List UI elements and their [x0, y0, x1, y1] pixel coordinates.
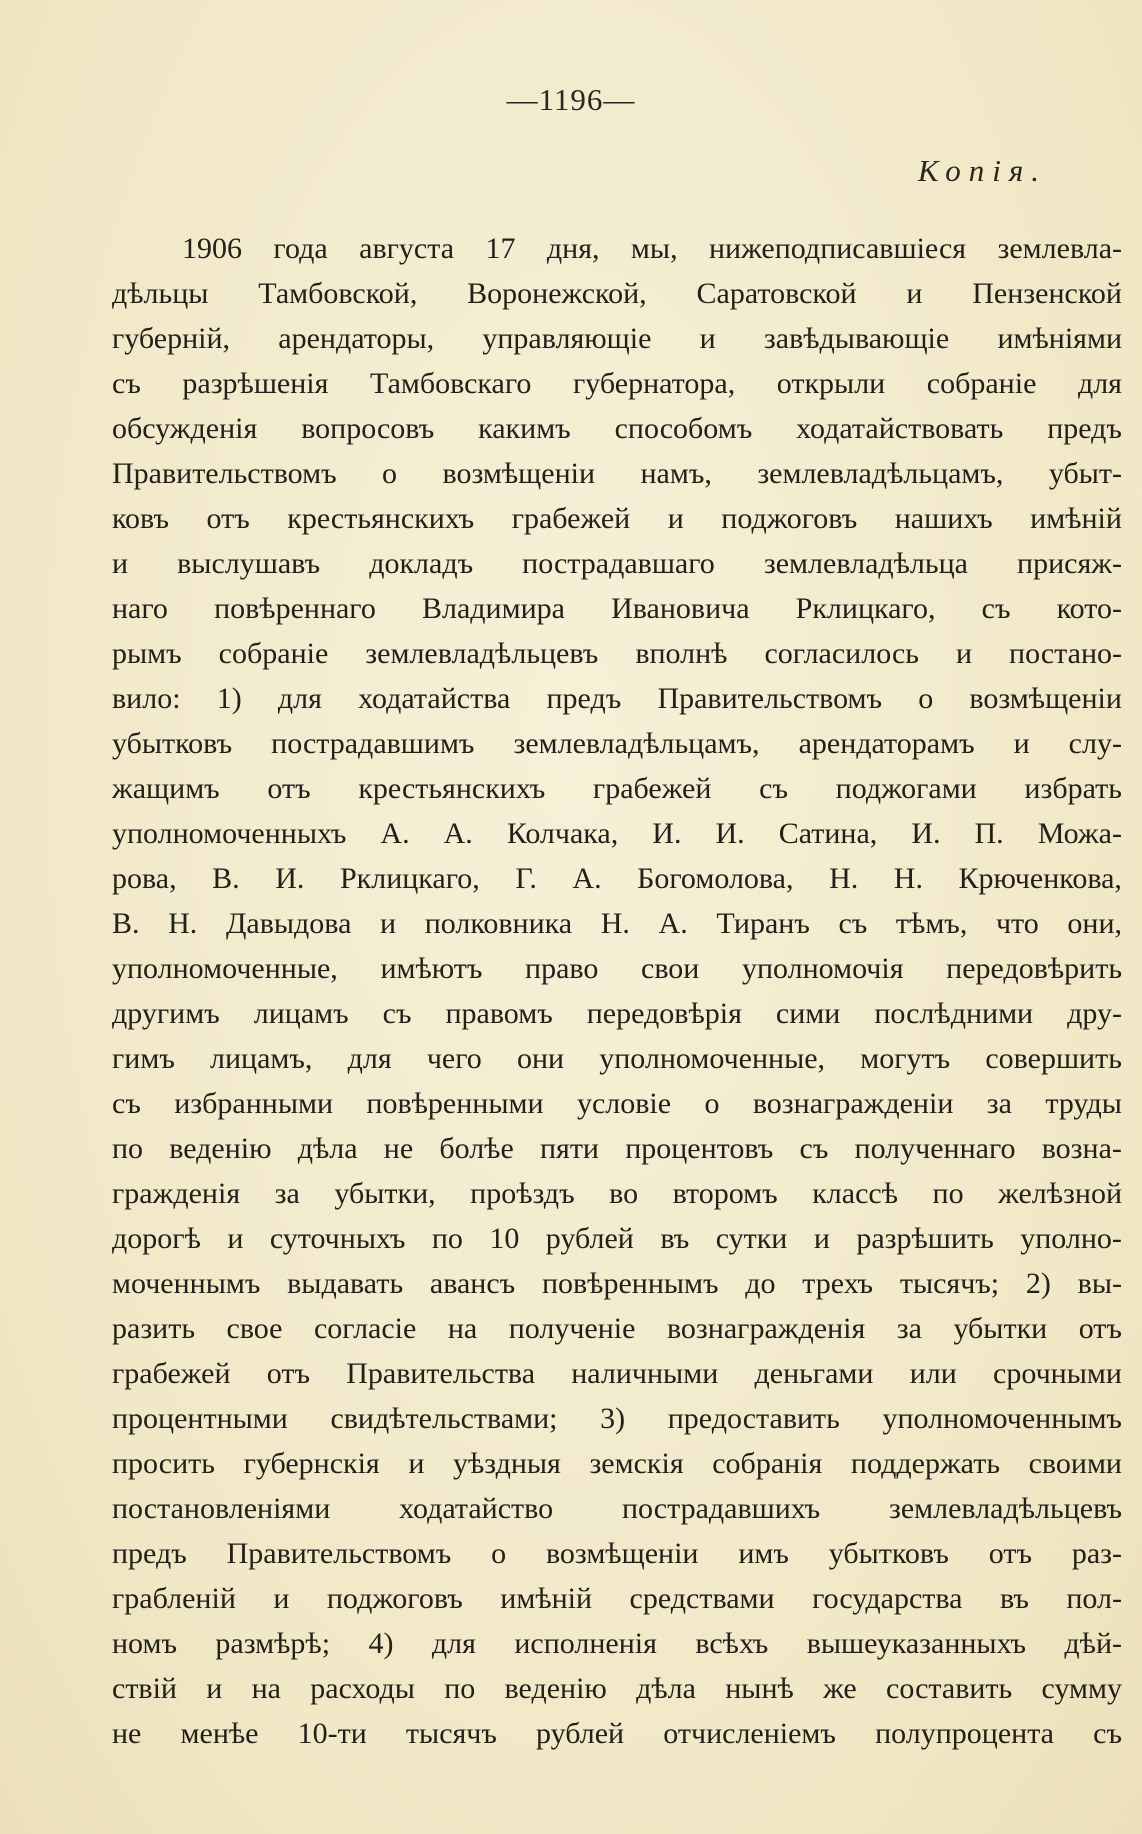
text-line: дорогѣ и суточныхъ по 10 рублей въ сутки и разрѣшить уполно- [112, 1222, 1122, 1255]
text-line: дѣльцы Тамбовской, Воронежской, Саратовской и Пензенской [112, 277, 1122, 310]
text-line: предъ Правительствомъ о возмѣщеніи имъ убытковъ отъ раз- [112, 1537, 1122, 1570]
text-line: гимъ лицамъ, для чего они уполномоченные, могутъ совершить [112, 1042, 1122, 1075]
text-line: уполномоченные, имѣютъ право свои уполномочія передовѣрить [112, 952, 1122, 985]
text-line: ствій и на расходы по веденію дѣла нынѣ же составить сумму [112, 1672, 1122, 1705]
text-line: убытковъ пострадавшимъ землевладѣльцамъ, арендаторамъ и слу- [112, 727, 1122, 760]
text-line: Правительствомъ о возмѣщеніи намъ, землевладѣльцамъ, убыт- [112, 457, 1122, 490]
page-number: —1196— [506, 82, 636, 117]
text-line: уполномоченныхъ А. А. Колчака, И. И. Сатина, И. П. Можа- [112, 817, 1122, 850]
text-line: рымъ собраніе землевладѣльцевъ вполнѣ согласилось и постано- [112, 637, 1122, 670]
text-line: постановленіями ходатайство пострадавшихъ землевладѣльцевъ [112, 1492, 1122, 1525]
text-line: 1906 года августа 17 дня, мы, нижеподписавшіеся землевла- [182, 232, 1122, 265]
body-text [112, 226, 1122, 1756]
text-line: по веденію дѣла не болѣе пяти процентовъ съ полученнаго возна- [112, 1132, 1122, 1165]
text-line: грабленій и поджоговъ имѣній средствами государства въ пол- [112, 1582, 1122, 1615]
text-line: вило: 1) для ходатайства предъ Правительствомъ о возмѣщеніи [112, 682, 1122, 715]
text-line: наго повѣреннаго Владимира Ивановича Рклицкаго, съ кото- [112, 592, 1122, 625]
text-line: обсужденія вопросовъ какимъ способомъ ходатайствовать предъ [112, 412, 1122, 445]
text-line: моченнымъ выдавать авансъ повѣреннымъ до трехъ тысячъ; 2) вы- [112, 1267, 1122, 1300]
text-line: В. Н. Давыдова и полковника Н. А. Тиранъ съ тѣмъ, что они, [112, 907, 1122, 940]
text-line: гражденія за убытки, проѣздъ во второмъ классѣ по желѣзной [112, 1177, 1122, 1210]
copy-heading: Копія. [917, 153, 1047, 188]
text-line: и выслушавъ докладъ пострадавшаго землевладѣльца присяж- [112, 547, 1122, 580]
text-line: не менѣе 10-ти тысячъ рублей отчисленіемъ полупроцента съ [112, 1717, 1122, 1750]
text-line: разить свое согласіе на полученіе вознагражденія за убытки отъ [112, 1312, 1122, 1345]
text-line: съ избранными повѣренными условіе о вознагражденіи за труды [112, 1087, 1122, 1120]
text-line: грабежей отъ Правительства наличными деньгами или срочными [112, 1357, 1122, 1390]
text-line: ковъ отъ крестьянскихъ грабежей и поджоговъ нашихъ имѣній [112, 502, 1122, 535]
text-line: жащимъ отъ крестьянскихъ грабежей съ поджогами избрать [112, 772, 1122, 805]
text-line: процентными свидѣтельствами; 3) предоставить уполномоченнымъ [112, 1402, 1122, 1435]
text-line: рова, В. И. Рклицкаго, Г. А. Богомолова, Н. Н. Крюченкова, [112, 862, 1122, 895]
text-line: съ разрѣшенія Тамбовскаго губернатора, открыли собраніе для [112, 367, 1122, 400]
text-line: просить губернскія и уѣздныя земскія собранія поддержать своими [112, 1447, 1122, 1480]
text-line: другимъ лицамъ съ правомъ передовѣрія сими послѣдними дру- [112, 997, 1122, 1030]
text-line: номъ размѣрѣ; 4) для исполненія всѣхъ вышеуказанныхъ дѣй- [112, 1627, 1122, 1660]
text-line: губерній, арендаторы, управляющіе и завѣдывающіе имѣніями [112, 322, 1122, 355]
